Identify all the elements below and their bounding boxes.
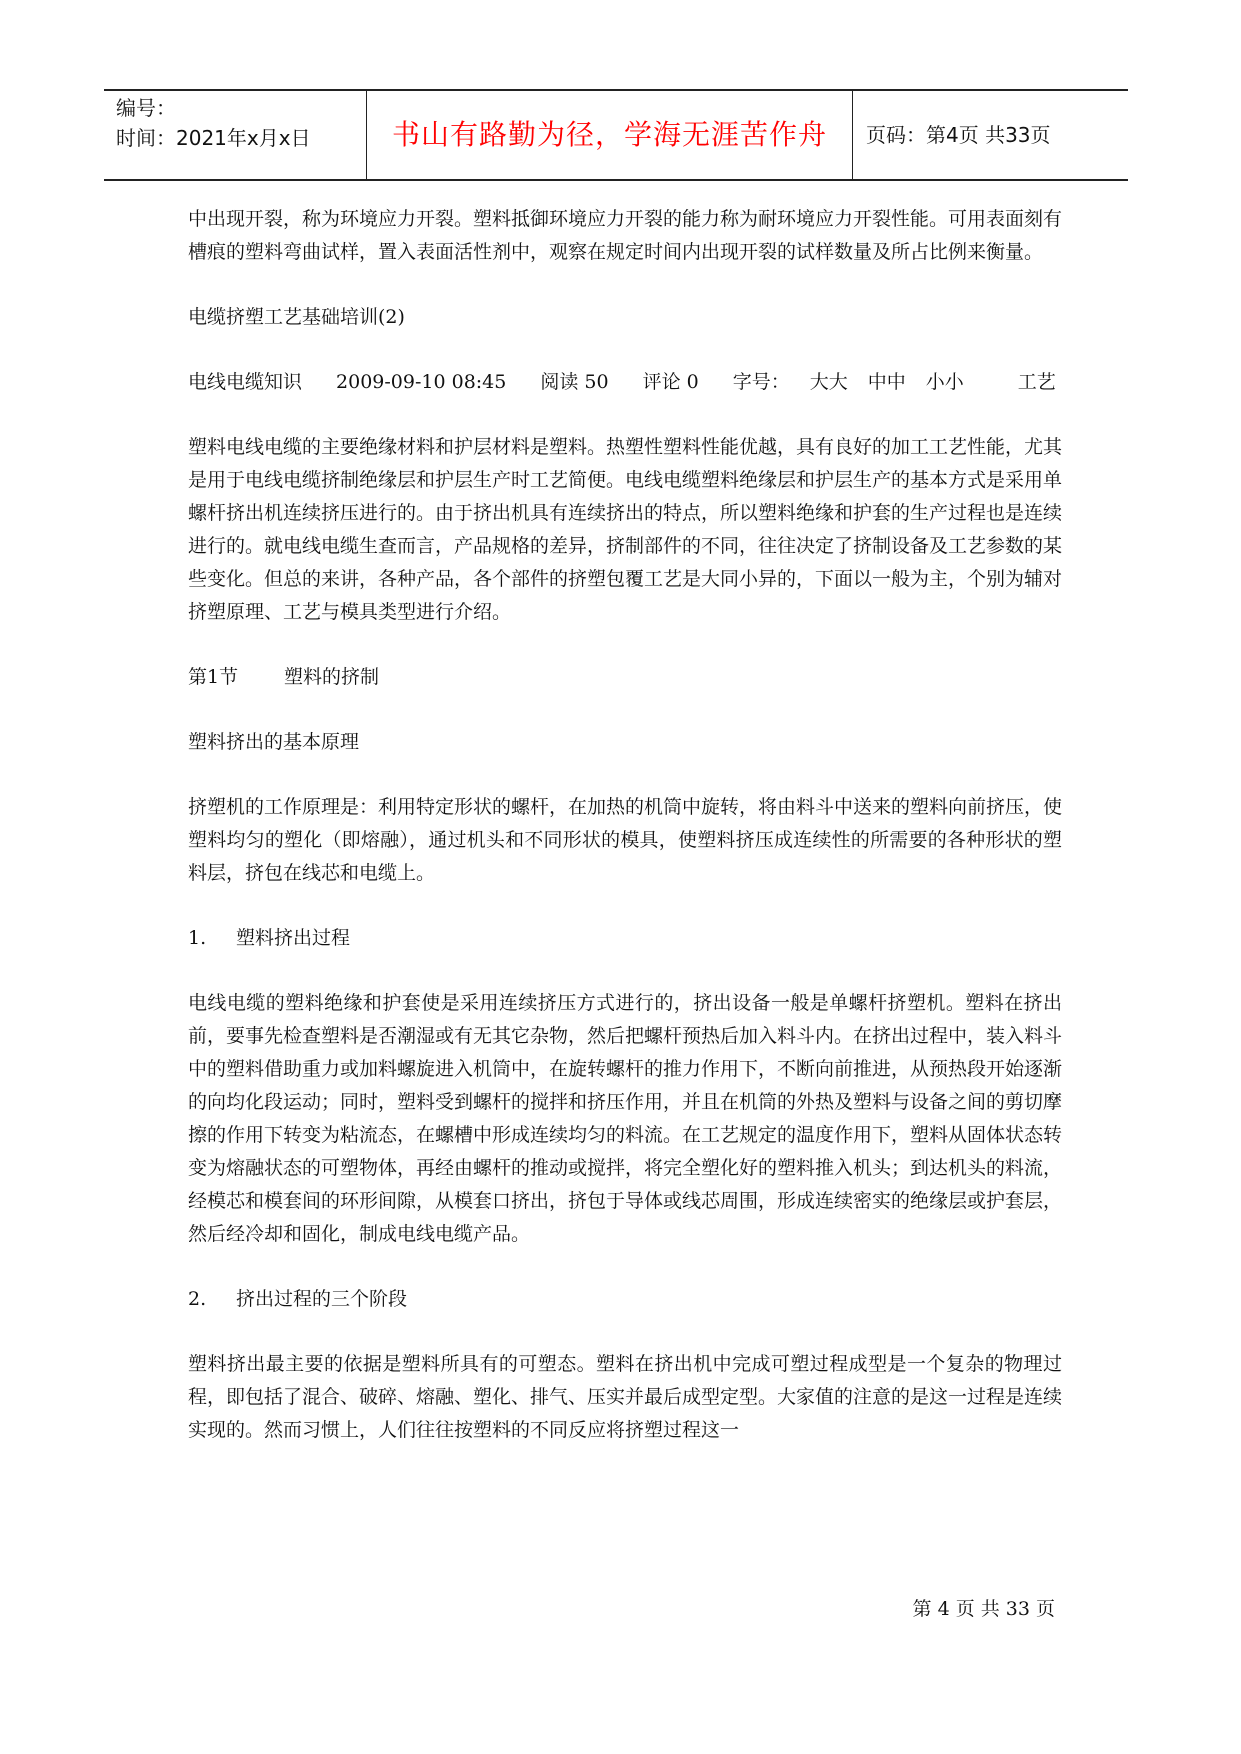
item-2-number: 2. xyxy=(188,1288,207,1310)
paragraph-overview: 塑料电线电缆的主要绝缘材料和护层材料是塑料。热塑性塑料性能优越，具有良好的加工工艺性能，尤其是用于电线电缆挤制绝缘层和护层生产时工艺简便。电线电缆塑料绝缘层和护层生产的基本方式是采用单螺杆挤出机连续挤压进行的。由于挤出机具有连续挤出的特点，所以塑料绝缘和护套的生产过程也是连续进行的。就电线电缆生查而言，产品规格的差异，挤制部件的不同，往往决定了挤制设备及工艺参数的某些变化。但总的来讲，各种产品，各个部件的挤塑包覆工艺是大同小异的，下面以一般为主，个别为辅对挤塑原理、工艺与模具类型进行介绍。 xyxy=(188,436,1063,623)
header-motto: 书山有路勤为径，学海无涯苦作舟 xyxy=(391,118,827,151)
item-1-title: 塑料挤出过程 xyxy=(236,927,351,949)
meta-category[interactable]: 电线电缆知识 xyxy=(188,371,303,393)
meta-datetime: 2009-09-10 08:45 xyxy=(336,371,507,393)
paragraph-stages: 塑料挤出最主要的依据是塑料所具有的可塑态。塑料在挤出机中完成可塑过程成型是一个复杂的物理过程，即包括了混合、破碎、熔融、塑化、排气、压实并最后成型定型。大家值的注意的是这一过程是连续实现的。然而习惯上，人们往往按塑料的不同反应将挤塑过程这一 xyxy=(188,1353,1063,1441)
paragraph-principle: 挤塑机的工作原理是：利用特定形状的螺杆，在加热的机筒中旋转，将由料斗中送来的塑料向前挤压，使塑料均匀的塑化（即熔融），通过机头和不同形状的模具，使塑料挤压成连续性的所需要的各种形状的塑料层，挤包在线芯和电缆上。 xyxy=(188,796,1063,884)
meta-tag[interactable]: 工艺 xyxy=(1017,371,1056,393)
meta-comments[interactable]: 评论 0 xyxy=(642,371,699,393)
header-divider-right xyxy=(852,91,853,179)
document-body xyxy=(188,203,1062,1479)
paragraph-process: 电线电缆的塑料绝缘和护套使是采用连续挤压方式进行的，挤出设备一般是单螺杆挤塑机。塑料在挤出前，要事先检查塑料是否潮湿或有无其它杂物，然后把螺杆预热后加入料斗内。在挤出过程中，装入料斗中的塑料借助重力或加料螺旋进入机筒中，在旋转螺杆的推力作用下，不断向前推进，从预热段开始逐渐的向均化段运动；同时，塑料受到螺杆的搅拌和挤压作用，并且在机筒的外热及塑料与设备之间的剪切摩擦的作用下转变为粘流态，在螺槽中形成连续均匀的料流。在工艺规定的温度作用下，塑料从固体状态转变为熔融状态的可塑物体，再经由螺杆的推动或搅拌，将完全塑化好的塑料推入机头；到达机头的料流，经模芯和模套间的环形间隙，从模套口挤出，挤包于导体或线芯周围，形成连续密实的绝缘层或护套层，然后经冷却和固化，制成电线电缆产品。 xyxy=(188,992,1063,1245)
item-1-heading xyxy=(188,922,1062,955)
section-heading xyxy=(188,661,1062,694)
article-meta xyxy=(188,366,1062,399)
paragraph-intro: 中出现开裂，称为环境应力开裂。塑料抵御环境应力开裂的能力称为耐环境应力开裂性能。可用表面刻有槽痕的塑料弯曲试样，置入表面活性剂中，观察在规定时间内出现开裂的试样数量及所占比例来衡量。 xyxy=(188,208,1063,263)
article-title: 电缆挤塑工艺基础培训(2) xyxy=(188,306,405,328)
meta-reads: 阅读 50 xyxy=(540,371,609,393)
font-size-options xyxy=(733,371,984,393)
section-title: 塑料的挤制 xyxy=(284,666,380,688)
font-size-medium[interactable]: 中中 xyxy=(867,371,906,393)
page-footer: 第 4 页 共 33 页 xyxy=(912,1598,1055,1620)
subsection-title: 塑料挤出的基本原理 xyxy=(188,731,360,753)
section-number: 第1节 xyxy=(188,666,239,688)
header-page-label: 页码：第4页 共33页 xyxy=(866,123,1051,147)
document-time-label: 时间：2021年x月x日 xyxy=(116,126,311,150)
header-left-block xyxy=(116,93,311,153)
font-size-label: 字号： xyxy=(732,371,790,393)
document-number-label: 编号： xyxy=(116,96,176,120)
font-size-small[interactable]: 小小 xyxy=(925,371,964,393)
item-2-title: 挤出过程的三个阶段 xyxy=(236,1288,408,1310)
item-1-number: 1. xyxy=(188,927,207,949)
item-2-heading xyxy=(188,1283,1062,1316)
font-size-large[interactable]: 大大 xyxy=(809,371,848,393)
page-header xyxy=(104,89,1128,181)
